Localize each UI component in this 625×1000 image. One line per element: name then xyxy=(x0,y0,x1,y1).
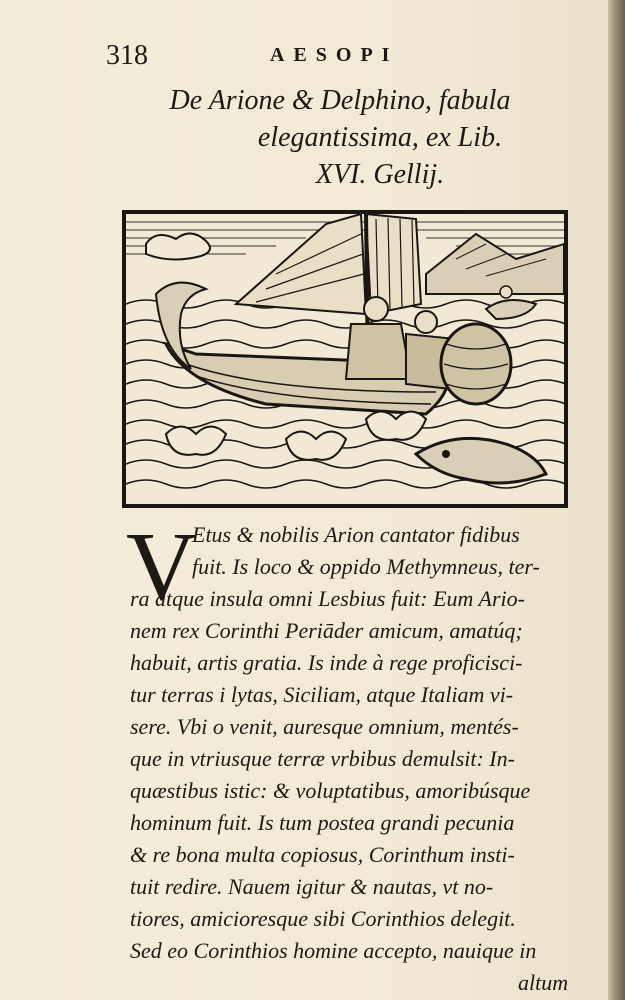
page-number: 318 xyxy=(106,40,148,71)
text-line: que in vtriusque terræ vrbibus demulsit: In- xyxy=(130,746,515,771)
text-line: tur terras i lytas, Siciliam, atque Italiam vi- xyxy=(130,682,514,707)
text-line: tiores, amicioresque sibi Corinthios delegit. xyxy=(130,906,516,931)
text-line: habuit, artis gratia. Is inde à rege proficisci- xyxy=(130,650,523,675)
drop-cap: V xyxy=(126,513,197,621)
title-line: elegantissima, ex Lib. xyxy=(257,122,503,153)
text-line: ra atque insula omni Lesbius fuit: Eum Ario- xyxy=(130,586,525,611)
text-line: nem rex Corinthi Periāder amicum, amatúq; xyxy=(130,618,523,643)
title-line: De Arione & Delphino, fabula xyxy=(169,85,511,116)
woodcut-ship-dolphin-icon xyxy=(126,214,564,504)
text-line: Sed eo Corinthios homine accepto, nauique in xyxy=(130,938,537,963)
text-line: sere. Vbi o venit, auresque omnium, mentés- xyxy=(130,714,519,739)
book-gutter xyxy=(608,0,625,1000)
running-head: AESOPI xyxy=(270,44,399,66)
title-line: XVI. Gellij. xyxy=(315,159,445,190)
woodcut-illustration xyxy=(122,210,568,508)
fable-title xyxy=(120,82,560,193)
text-line: hominum fuit. Is tum postea grandi pecunia xyxy=(130,810,515,835)
text-line: quæstibus istic: & voluptatibus, amoribúsque xyxy=(130,778,531,803)
catchword: altum xyxy=(518,970,569,995)
text-line: tuit redire. Nauem igitur & nautas, vt no- xyxy=(130,874,494,899)
text-line: fuit. Is loco & oppido Methymneus, ter- xyxy=(192,554,540,579)
text-line: & re bona multa copiosus, Corinthum insti- xyxy=(130,842,515,867)
text-line: Etus & nobilis Arion cantator fidibus xyxy=(192,522,520,547)
